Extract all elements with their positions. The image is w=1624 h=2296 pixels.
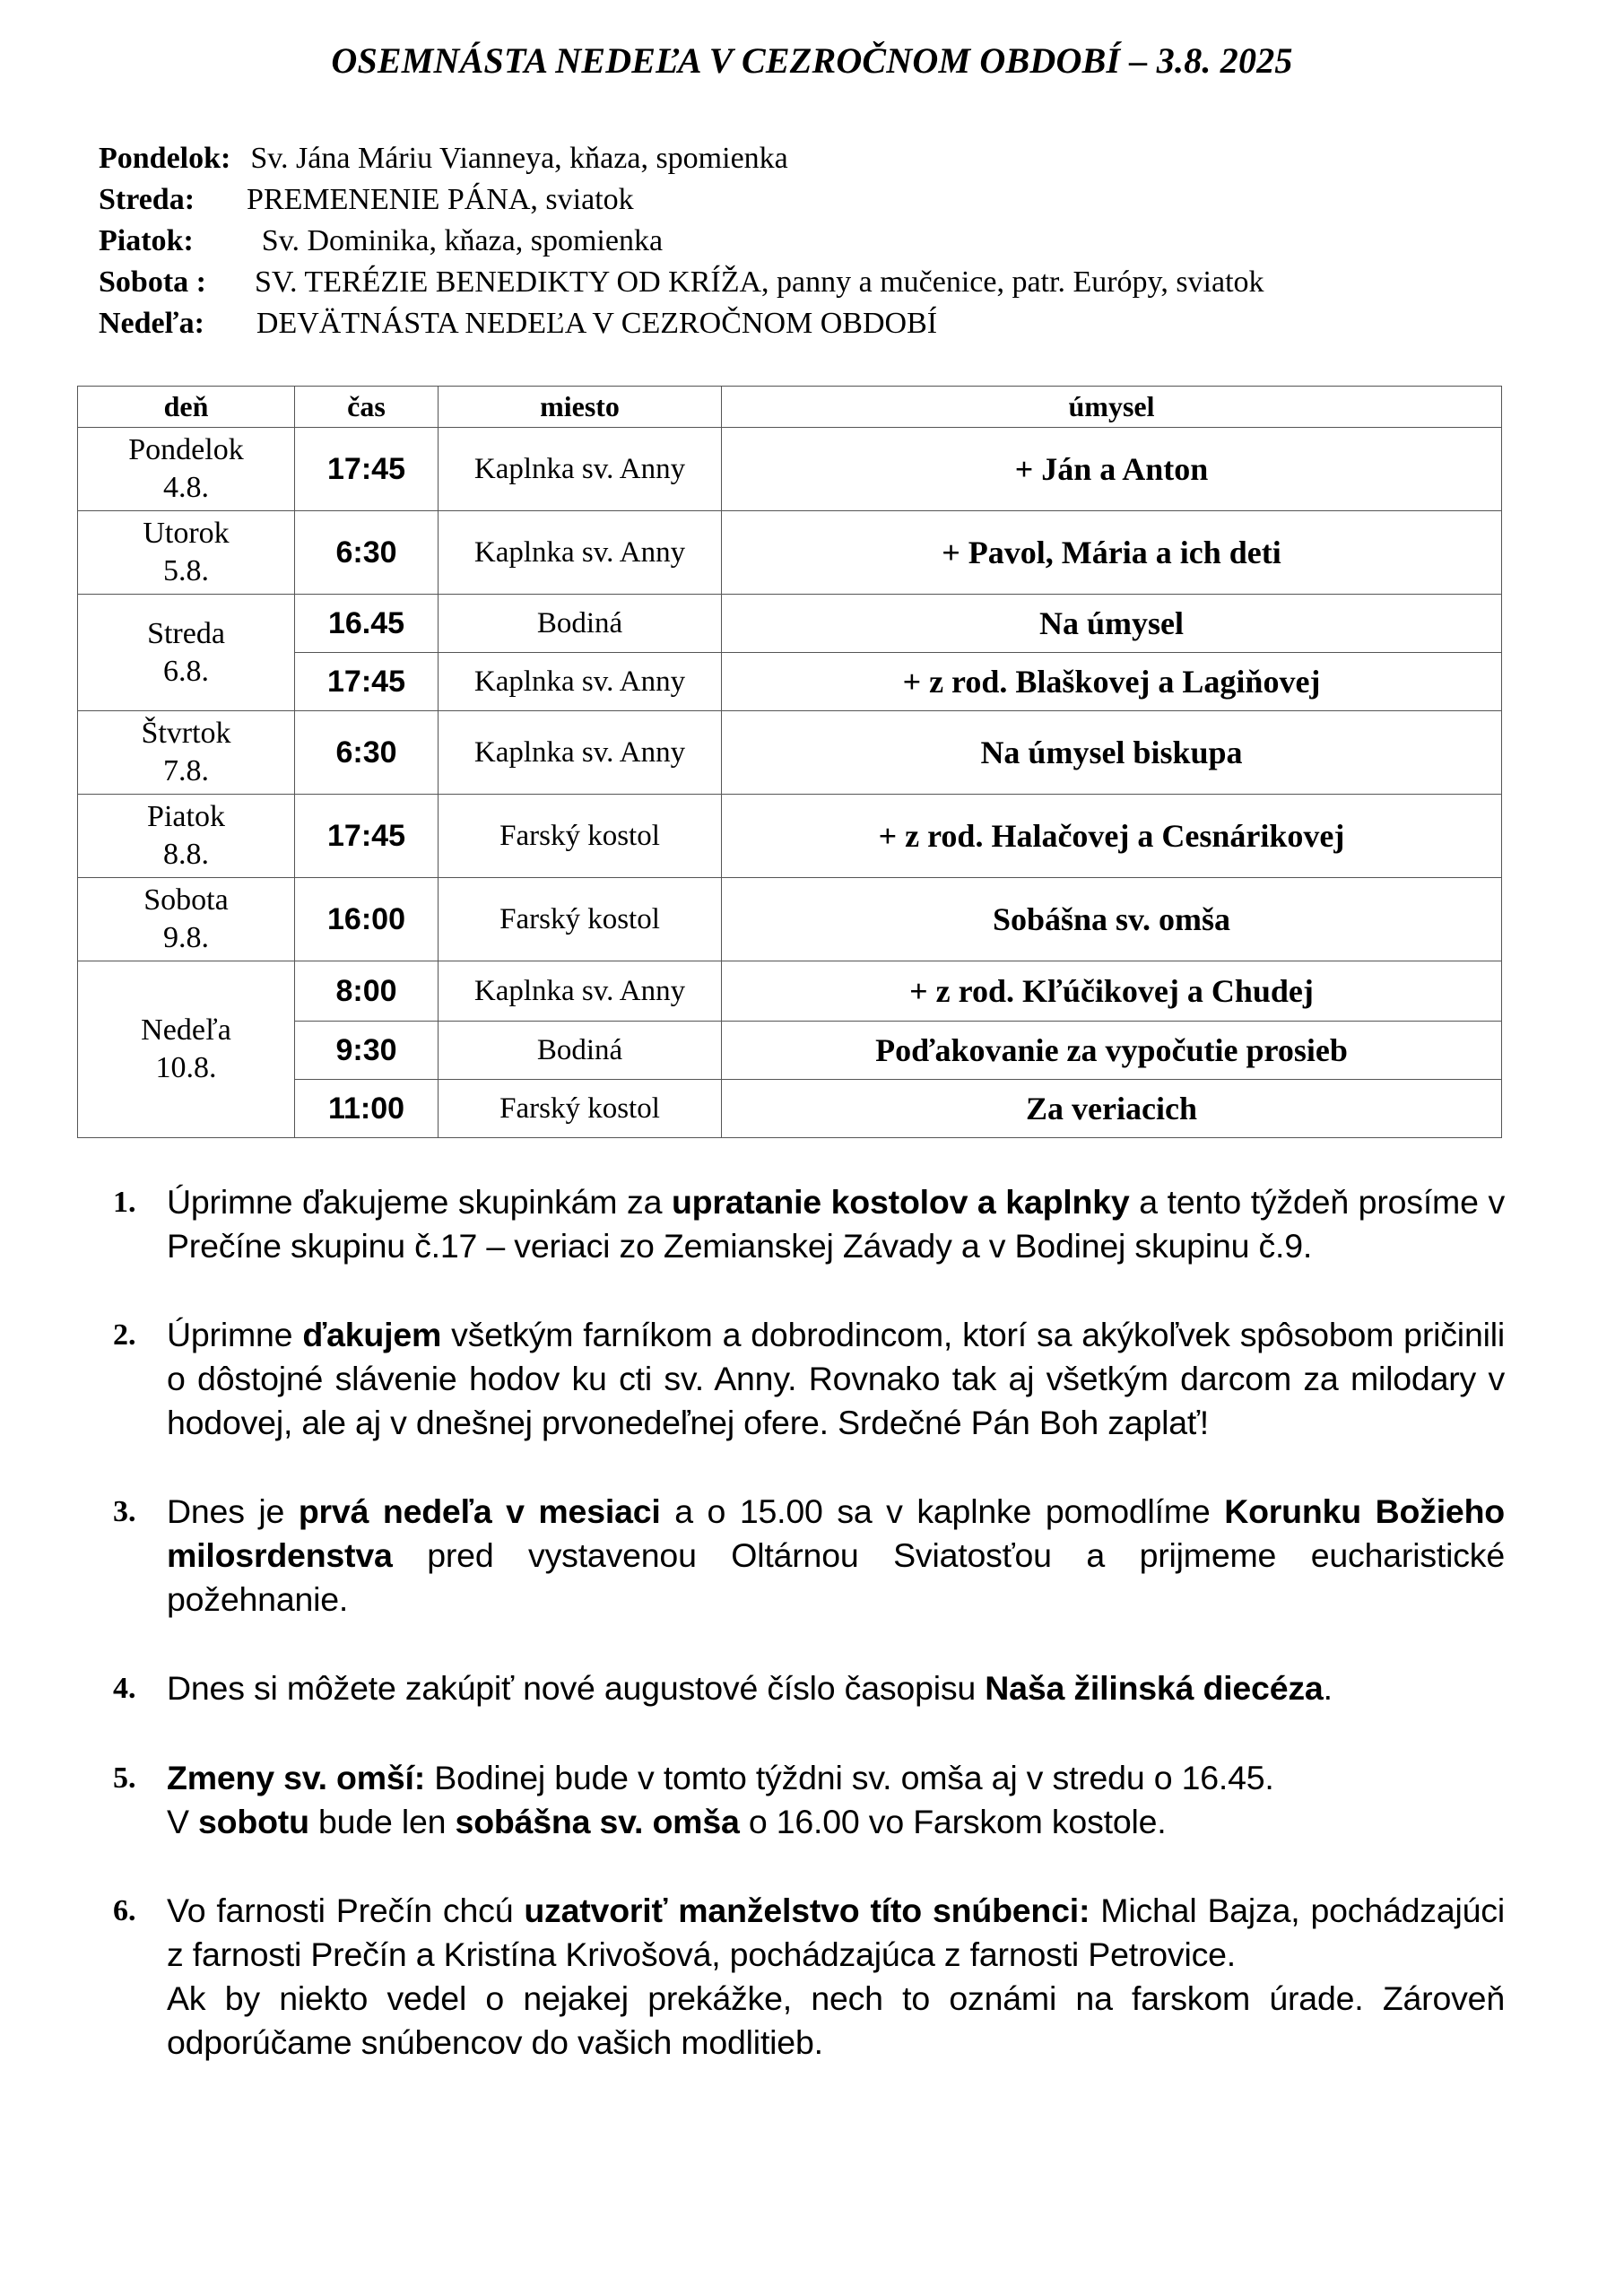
announcement-item bbox=[113, 1313, 1505, 1445]
day-cell bbox=[78, 595, 295, 711]
text: Michal Bajza, pochádzajúci z farnosti Prečín a Kristína Krivošová, pochádzajúca z farnosti Petrovice. bbox=[167, 1892, 1505, 1973]
announcement-item bbox=[113, 1490, 1505, 1622]
announcement-text bbox=[167, 1889, 1505, 2065]
bold-text: prvá nedeľa v mesiaci bbox=[298, 1492, 661, 1530]
feast-text: PREMENENIE PÁNA, sviatok bbox=[247, 183, 634, 216]
intent-cell: Na úmysel biskupa bbox=[722, 711, 1502, 795]
announcement-paragraph bbox=[167, 1666, 1505, 1710]
place-cell: Kaplnka sv. Anny bbox=[439, 511, 722, 595]
header-day: deň bbox=[78, 387, 295, 428]
text: a o 15.00 sa v kaplnke pomodlíme bbox=[660, 1492, 1225, 1530]
text: pred vystavenou Oltárnou Sviatosťou a prijmeme eucharistické požehnanie. bbox=[167, 1536, 1505, 1618]
time-cell: 8:00 bbox=[295, 961, 439, 1022]
text: . bbox=[1323, 1669, 1333, 1707]
header-time: čas bbox=[295, 387, 439, 428]
feast-text: Sv. Jána Máriu Vianneya, kňaza, spomienka bbox=[250, 142, 788, 175]
text: Ak by niekto vedel o nejakej prekážke, nech to oznámi na farskom úrade. Zároveň odporúčame snúbencov do vašich modlitieb. bbox=[167, 1979, 1505, 2061]
text: bude len bbox=[308, 1803, 456, 1840]
bold-text: uzatvoriť manželstvo títo snúbenci: bbox=[524, 1892, 1090, 1929]
feast-row bbox=[99, 262, 1569, 303]
announcement-item bbox=[113, 1756, 1505, 1844]
day-cell bbox=[78, 711, 295, 795]
text: Dnes si môžete zakúpiť nové augustové číslo časopisu bbox=[167, 1669, 986, 1707]
intent-cell: + z rod. Kľúčikovej a Chudej bbox=[722, 961, 1502, 1022]
place-cell: Kaplnka sv. Anny bbox=[439, 653, 722, 711]
bold-text: Naša žilinská diecéza bbox=[985, 1669, 1324, 1707]
day-cell bbox=[78, 428, 295, 511]
time-cell: 16.45 bbox=[295, 595, 439, 653]
place-cell: Kaplnka sv. Anny bbox=[439, 428, 722, 511]
announcement-text bbox=[167, 1180, 1505, 1268]
announcement-paragraph bbox=[167, 1313, 1505, 1445]
place-cell: Farský kostol bbox=[439, 1080, 722, 1138]
bold-text: Korunku Božieho milosrdenstva bbox=[167, 1492, 1506, 1574]
announcement-item bbox=[113, 1666, 1505, 1711]
place-cell: Bodiná bbox=[439, 1022, 722, 1080]
page-title: OSEMNÁSTA NEDEĽA V CEZROČNOM OBDOBÍ – 3.8. 2025 bbox=[331, 40, 1293, 81]
place-cell: Kaplnka sv. Anny bbox=[439, 711, 722, 795]
bold-text: sobášna sv. omša bbox=[455, 1803, 740, 1840]
feast-row bbox=[99, 138, 1569, 179]
announcement-paragraph bbox=[167, 1977, 1505, 2065]
announcement-text bbox=[167, 1756, 1505, 1844]
bold-text: upratanie kostolov a kaplnky bbox=[671, 1183, 1130, 1221]
announcement-item bbox=[113, 1180, 1505, 1268]
announcement-number: 6. bbox=[113, 1894, 136, 1927]
time-cell: 6:30 bbox=[295, 511, 439, 595]
day-cell bbox=[78, 511, 295, 595]
day-label: Sobota 9.8. bbox=[143, 883, 229, 954]
bold-text: sobotu bbox=[198, 1803, 309, 1840]
announcement-number: 5. bbox=[113, 1761, 136, 1795]
day-label: Štvrtok 7.8. bbox=[141, 717, 231, 787]
table-row bbox=[78, 795, 1502, 878]
time-cell: 9:30 bbox=[295, 1022, 439, 1080]
feast-text: Sv. Dominika, kňaza, spomienka bbox=[261, 224, 664, 257]
announcement-paragraph bbox=[167, 1490, 1505, 1622]
text: Bodinej bude v tomto týždni sv. omša aj v stredu o 16.45. bbox=[425, 1759, 1274, 1796]
announcement-number: 4. bbox=[113, 1672, 136, 1705]
feast-row bbox=[99, 221, 1569, 262]
announcement-text bbox=[167, 1666, 1505, 1711]
time-cell: 17:45 bbox=[295, 428, 439, 511]
feast-day: Sobota : bbox=[99, 265, 206, 299]
text: Dnes je bbox=[167, 1492, 299, 1530]
feast-day: Nedeľa: bbox=[99, 307, 204, 340]
intent-cell: + Ján a Anton bbox=[722, 428, 1502, 511]
announcement-paragraph bbox=[167, 1180, 1505, 1268]
place-cell: Kaplnka sv. Anny bbox=[439, 961, 722, 1022]
feast-row bbox=[99, 303, 1569, 344]
announcement-number: 2. bbox=[113, 1318, 136, 1352]
place-cell: Bodiná bbox=[439, 595, 722, 653]
table-row bbox=[78, 711, 1502, 795]
time-cell: 17:45 bbox=[295, 795, 439, 878]
feast-row bbox=[99, 179, 1569, 221]
feast-text: SV. TERÉZIE BENEDIKTY OD KRÍŽA, panny a mučenice, patr. Európy, sviatok bbox=[254, 265, 1264, 299]
day-cell bbox=[78, 961, 295, 1138]
day-label: Streda 6.8. bbox=[147, 616, 225, 688]
announcement-item bbox=[113, 1889, 1505, 2065]
intent-cell: Za veriacich bbox=[722, 1080, 1502, 1138]
announcement-text bbox=[167, 1490, 1505, 1622]
day-cell bbox=[78, 795, 295, 878]
time-cell: 6:30 bbox=[295, 711, 439, 795]
text: a tento týždeň prosíme v Prečíne skupinu č.17 – veriaci zo Zemianskej Závady a v Bodinej skupinu č.9. bbox=[167, 1183, 1505, 1265]
feast-day: Pondelok: bbox=[99, 142, 231, 175]
day-label: Piatok 8.8. bbox=[147, 800, 225, 871]
announcement-number: 1. bbox=[113, 1186, 136, 1219]
announcement-list bbox=[113, 1180, 1505, 2109]
intent-cell: + z rod. Blaškovej a Lagiňovej bbox=[722, 653, 1502, 711]
intent-cell: Poďakovanie za vypočutie prosieb bbox=[722, 1022, 1502, 1080]
intent-cell: + Pavol, Mária a ich deti bbox=[722, 511, 1502, 595]
day-cell bbox=[78, 878, 295, 961]
intent-cell: + z rod. Halačovej a Cesnárikovej bbox=[722, 795, 1502, 878]
header-place: miesto bbox=[439, 387, 722, 428]
header-intent: úmysel bbox=[722, 387, 1502, 428]
text: o 16.00 vo Farskom kostole. bbox=[739, 1803, 1167, 1840]
table-row bbox=[78, 595, 1502, 653]
day-label: Pondelok 4.8. bbox=[128, 433, 244, 504]
announcement-paragraph bbox=[167, 1889, 1505, 1977]
announcement-paragraph bbox=[167, 1756, 1505, 1800]
time-cell: 11:00 bbox=[295, 1080, 439, 1138]
text: V bbox=[167, 1803, 199, 1840]
text: všetkým farníkom a dobrodincom, ktorí sa akýkoľvek spôsobom pričinili o dôstojné slávenie hodov ku cti sv. Anny. Rovnako tak aj všetkým darcom za milodary v hodovej, ale aj v dnešnej prvonedeľnej ofere. Srdečné Pán Boh zaplať! bbox=[167, 1316, 1505, 1441]
feast-day: Piatok: bbox=[99, 224, 194, 257]
mass-schedule-table bbox=[77, 386, 1502, 1138]
table-row bbox=[78, 961, 1502, 1022]
table-row bbox=[78, 511, 1502, 595]
place-cell: Farský kostol bbox=[439, 878, 722, 961]
day-label: Utorok 5.8. bbox=[143, 517, 230, 587]
feast-day: Streda: bbox=[99, 183, 195, 216]
table-header-row bbox=[78, 387, 1502, 428]
feast-list bbox=[99, 138, 1569, 344]
bold-text: Zmeny sv. omší: bbox=[167, 1759, 426, 1796]
day-label: Nedeľa 10.8. bbox=[141, 1013, 231, 1084]
table-row bbox=[78, 428, 1502, 511]
intent-cell: Na úmysel bbox=[722, 595, 1502, 653]
time-cell: 17:45 bbox=[295, 653, 439, 711]
announcement-paragraph bbox=[167, 1800, 1505, 1844]
table-row bbox=[78, 878, 1502, 961]
intent-cell: Sobášna sv. omša bbox=[722, 878, 1502, 961]
feast-text: DEVÄTNÁSTA NEDEĽA V CEZROČNOM OBDOBÍ bbox=[256, 307, 938, 340]
place-cell: Farský kostol bbox=[439, 795, 722, 878]
text: Úprimne bbox=[167, 1316, 303, 1353]
text: Úprimne ďakujeme skupinkám za bbox=[167, 1183, 672, 1221]
announcement-number: 3. bbox=[113, 1495, 136, 1528]
time-cell: 16:00 bbox=[295, 878, 439, 961]
text: Vo farnosti Prečín chcú bbox=[167, 1892, 525, 1929]
announcement-text bbox=[167, 1313, 1505, 1445]
bold-text: ďakujem bbox=[302, 1316, 442, 1353]
